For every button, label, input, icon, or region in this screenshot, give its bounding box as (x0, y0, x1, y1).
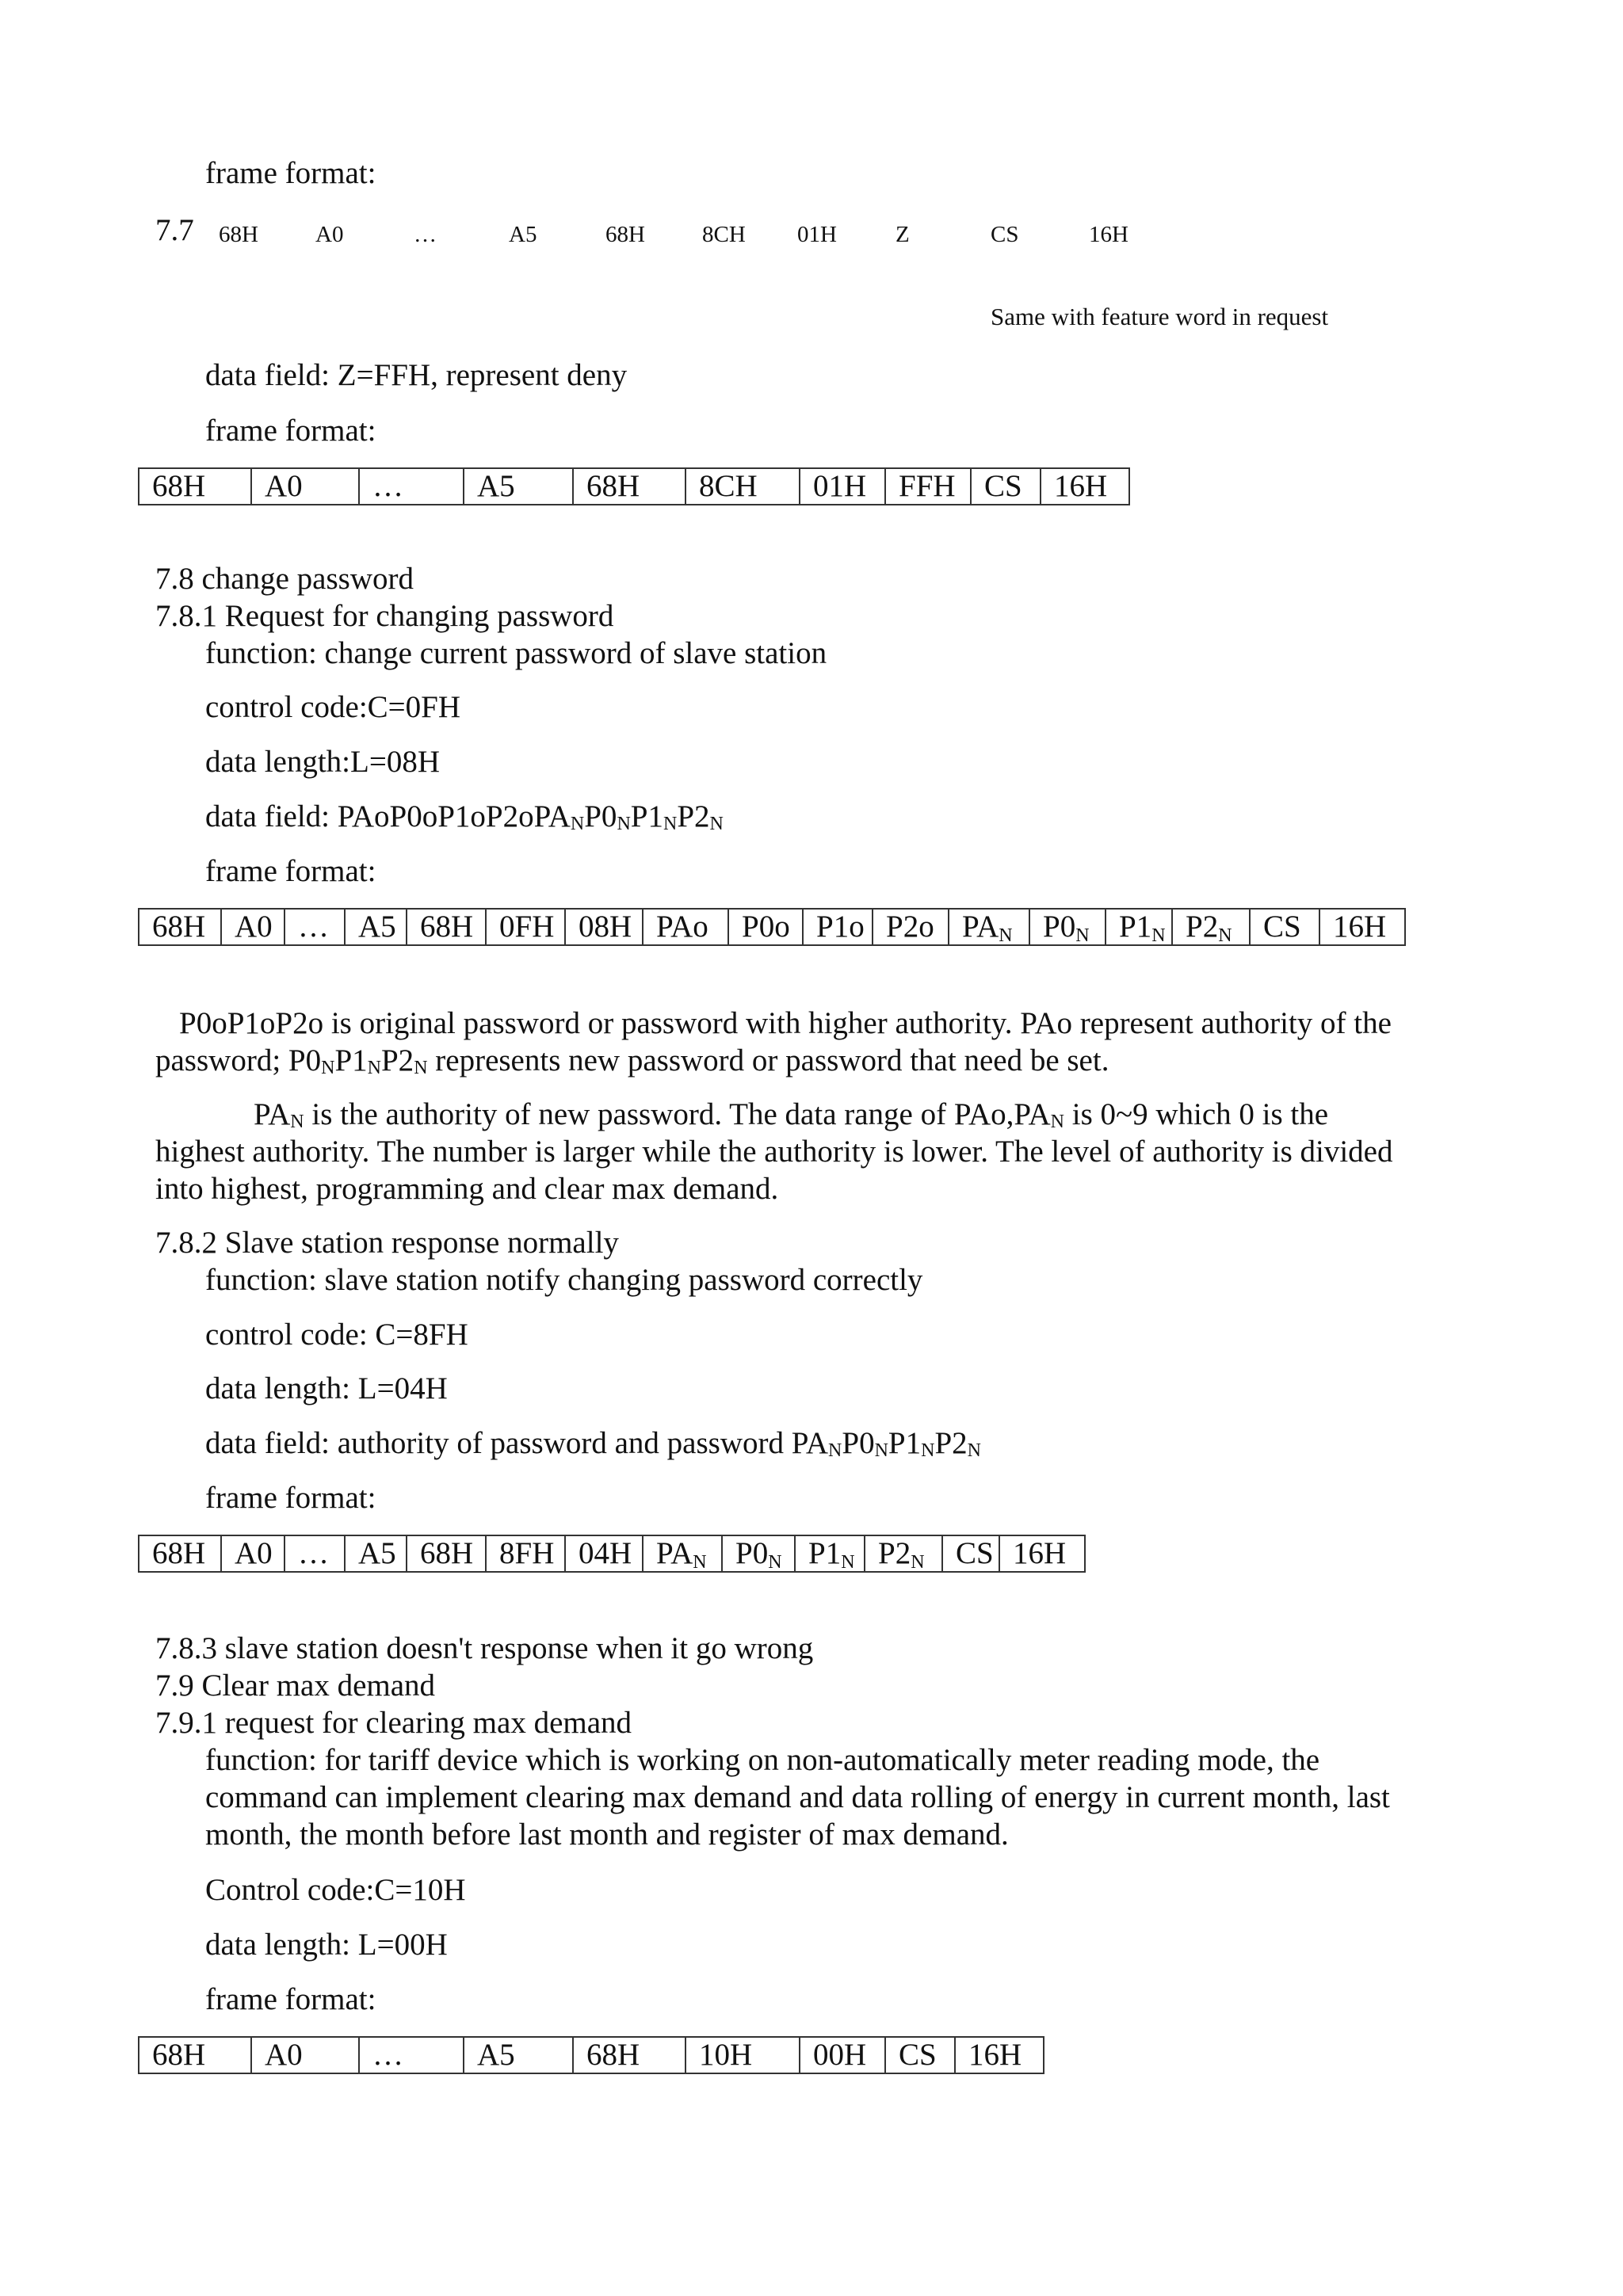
frame-cell: P2o (873, 909, 949, 945)
paragraph-line: password; $P0_NP1_NP2_N$ represents new password or password that need be set. (155, 1043, 1109, 1078)
function-text: function: slave station notify changing password correctly (205, 1263, 923, 1297)
data-length: data length:L=08H (205, 745, 441, 779)
frame-cell: $P1_N$ (795, 1535, 865, 1572)
function-text: month, the month before last month and register of max demand. (205, 1817, 1009, 1852)
frame-cell: $PA_N$ (643, 1535, 722, 1572)
data-length: data length: L=04H (205, 1371, 448, 1405)
frame-cell: 04H (565, 1535, 643, 1572)
frame-cell: A0 (221, 1535, 285, 1572)
frame-cell: 68H (139, 468, 251, 505)
frame-cell: P1o (803, 909, 873, 945)
frame-cell: 68H (605, 222, 645, 247)
frame-cell: 01H (800, 468, 885, 505)
frame-cell: A5 (345, 1535, 407, 1572)
data-field: data field: authority of password and password $PA_NP0_NP1_NP2_N$ (205, 1426, 982, 1461)
frame-cell: 10H (685, 2037, 800, 2073)
frame-cell: $P0_N$ (722, 1535, 795, 1572)
frame-cell: A5 (464, 2037, 573, 2073)
frame-cell: … (285, 909, 345, 945)
data-field: data field: $PAoP0oP1oP2oPA_NP0_NP1_NP2_N$ (205, 799, 724, 834)
frame-cell: A5 (509, 222, 537, 247)
clear-demand-frame-table (138, 2036, 1044, 2074)
frame-format-label: frame format: (205, 414, 376, 448)
frame-cell: 68H (407, 909, 486, 945)
frame-cell: CS (885, 2037, 955, 2073)
frame-format-label: frame format: (205, 1481, 376, 1515)
frame-format-label: frame format: (205, 1982, 376, 2016)
frame-cell: A5 (464, 468, 573, 505)
frame-cell: $P0_N$ (1029, 909, 1106, 945)
frame-cell: 68H (573, 2037, 685, 2073)
frame-cell: 8CH (685, 468, 800, 505)
section-heading-7-8: 7.8 change password (155, 562, 414, 596)
frame-cell: 68H (407, 1535, 486, 1572)
paragraph-line: P0oP1oP2o is original password or password with higher authority. PAo represent authority of the (179, 1006, 1392, 1040)
frame-cell: 08H (565, 909, 643, 945)
frame-cell: 8CH (702, 222, 746, 247)
control-code: control code: C=8FH (205, 1318, 468, 1352)
paragraph-line: $PA_N$ is the authority of new password. The data range of $PAo,PA_N$ is 0~9 which 0 is the (254, 1097, 1329, 1132)
frame-cell: 16H (999, 1535, 1085, 1572)
frame-cell: CS (971, 468, 1041, 505)
subsection-heading-7-9-1: 7.9.1 request for clearing max demand (155, 1706, 632, 1740)
frame-cell: 68H (139, 2037, 251, 2073)
frame-cell: 68H (139, 1535, 221, 1572)
frame-cell: 00H (800, 2037, 885, 2073)
frame-cell: $P2_N$ (1172, 909, 1250, 945)
frame-cell: A5 (345, 909, 407, 945)
section-number: 7.7 (155, 213, 194, 247)
frame-cell: 01H (797, 222, 837, 247)
frame-cell: $PA_N$ (949, 909, 1029, 945)
function-text: function: change current password of slave station (205, 636, 827, 670)
data-length: data length: L=00H (205, 1928, 448, 1962)
section-heading-7-9: 7.9 Clear max demand (155, 1669, 436, 1703)
frame-cell: 8FH (486, 1535, 565, 1572)
frame-cell: PAo (643, 909, 728, 945)
change-password-frame-table (138, 908, 1406, 946)
frame-cell: P0o (728, 909, 803, 945)
frame-cell: 0FH (486, 909, 565, 945)
frame-cell: A0 (221, 909, 285, 945)
frame-cell: 68H (219, 222, 258, 247)
function-text: function: for tariff device which is working on non-automatically meter reading mode, the (205, 1743, 1320, 1777)
feature-word-note: Same with feature word in request (991, 303, 1329, 330)
frame-cell: … (359, 468, 464, 505)
frame-cell: A0 (251, 468, 359, 505)
subsection-heading-7-8-2: 7.8.2 Slave station response normally (155, 1226, 619, 1260)
frame-cell: FFH (885, 468, 971, 505)
frame-format-label: frame format: (205, 156, 376, 190)
subsection-heading-7-8-3: 7.8.3 slave station doesn't response when it go wrong (155, 1631, 814, 1665)
frame-cell: Z (896, 222, 910, 247)
frame-cell: 68H (573, 468, 685, 505)
frame-cell: 16H (1319, 909, 1405, 945)
response-frame-table (138, 1535, 1086, 1573)
control-code: Control code:C=10H (205, 1873, 466, 1907)
frame-cell: CS (942, 1535, 999, 1572)
deny-frame-table (138, 467, 1130, 505)
frame-cell: A0 (315, 222, 344, 247)
frame-cell: 16H (955, 2037, 1044, 2073)
paragraph-line: into highest, programming and clear max demand. (155, 1172, 779, 1206)
function-text: command can implement clearing max demand and data rolling of energy in current month, last (205, 1780, 1390, 1814)
frame-cell: … (359, 2037, 464, 2073)
frame-cell: CS (1250, 909, 1319, 945)
subsection-heading-7-8-1: 7.8.1 Request for changing password (155, 599, 614, 633)
frame-cell: A0 (251, 2037, 359, 2073)
frame-cell: $P1_N$ (1106, 909, 1172, 945)
frame-cell: 68H (139, 909, 221, 945)
control-code: control code:C=0FH (205, 690, 461, 724)
frame-cell: CS (991, 222, 1019, 247)
frame-cell: … (285, 1535, 345, 1572)
frame-cell: $P2_N$ (865, 1535, 942, 1572)
frame-cell: … (414, 222, 437, 247)
paragraph-line: highest authority. The number is larger while the authority is lower. The level of authority is divided (155, 1135, 1393, 1169)
data-field-deny: data field: Z=FFH, represent deny (205, 358, 628, 392)
frame-format-label: frame format: (205, 854, 376, 888)
frame-cell: 16H (1089, 222, 1128, 247)
frame-cell: 16H (1041, 468, 1129, 505)
